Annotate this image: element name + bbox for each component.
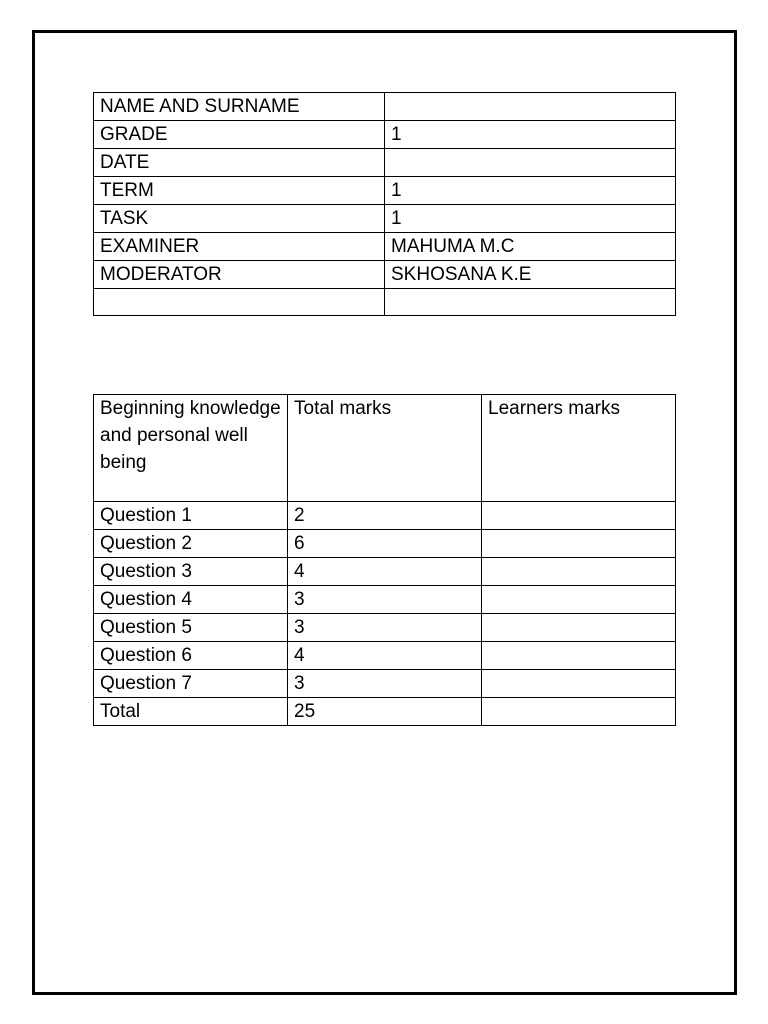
learner-marks-cell[interactable]: [482, 586, 676, 614]
table-header-row: [94, 395, 676, 502]
grand-total-cell: 25: [288, 698, 482, 726]
question-label: Question 4: [94, 586, 288, 614]
table-row: [94, 642, 676, 670]
grade-value: 1: [385, 121, 676, 149]
table-row: [94, 670, 676, 698]
term-label: TERM: [94, 177, 385, 205]
term-value: 1: [385, 177, 676, 205]
learner-marks-cell[interactable]: [482, 614, 676, 642]
date-label: DATE: [94, 149, 385, 177]
table-row: [94, 121, 676, 149]
question-label: Question 7: [94, 670, 288, 698]
question-label: Question 3: [94, 558, 288, 586]
table-row: [94, 261, 676, 289]
table-row: [94, 502, 676, 530]
total-marks-cell: 6: [288, 530, 482, 558]
table-row: [94, 530, 676, 558]
learner-marks-cell[interactable]: [482, 558, 676, 586]
learner-marks-cell[interactable]: [482, 530, 676, 558]
learner-marks-cell[interactable]: [482, 502, 676, 530]
task-label: TASK: [94, 205, 385, 233]
examiner-label: EXAMINER: [94, 233, 385, 261]
total-marks-cell: 3: [288, 586, 482, 614]
column-header-learners-marks: Learners marks: [482, 395, 676, 502]
table-row: [94, 205, 676, 233]
table-row: [94, 177, 676, 205]
question-label: Question 2: [94, 530, 288, 558]
learner-info-table: [93, 92, 676, 316]
question-label: Question 6: [94, 642, 288, 670]
learner-marks-cell[interactable]: [482, 670, 676, 698]
table-row: [94, 149, 676, 177]
learner-marks-cell[interactable]: [482, 642, 676, 670]
grade-label: GRADE: [94, 121, 385, 149]
name-value-field[interactable]: [385, 93, 676, 121]
table-row: [94, 586, 676, 614]
moderator-label: MODERATOR: [94, 261, 385, 289]
total-marks-cell: 4: [288, 642, 482, 670]
name-label: NAME AND SURNAME: [94, 93, 385, 121]
column-header-topic: Beginning knowledge and personal well being: [94, 395, 288, 502]
total-label: Total: [94, 698, 288, 726]
table-row: [94, 558, 676, 586]
task-value: 1: [385, 205, 676, 233]
table-row: [94, 289, 676, 316]
table-row: [94, 614, 676, 642]
column-header-total-marks: Total marks: [288, 395, 482, 502]
table-row: [94, 233, 676, 261]
date-value-field[interactable]: [385, 149, 676, 177]
empty-value-cell: [385, 289, 676, 316]
table-row: [94, 93, 676, 121]
question-label: Question 5: [94, 614, 288, 642]
marks-table: [93, 394, 676, 726]
total-marks-cell: 3: [288, 614, 482, 642]
moderator-value: SKHOSANA K.E: [385, 261, 676, 289]
question-label: Question 1: [94, 502, 288, 530]
examiner-value: MAHUMA M.C: [385, 233, 676, 261]
table-row: [94, 698, 676, 726]
total-marks-cell: 2: [288, 502, 482, 530]
learner-total-cell[interactable]: [482, 698, 676, 726]
total-marks-cell: 3: [288, 670, 482, 698]
empty-label-cell: [94, 289, 385, 316]
total-marks-cell: 4: [288, 558, 482, 586]
